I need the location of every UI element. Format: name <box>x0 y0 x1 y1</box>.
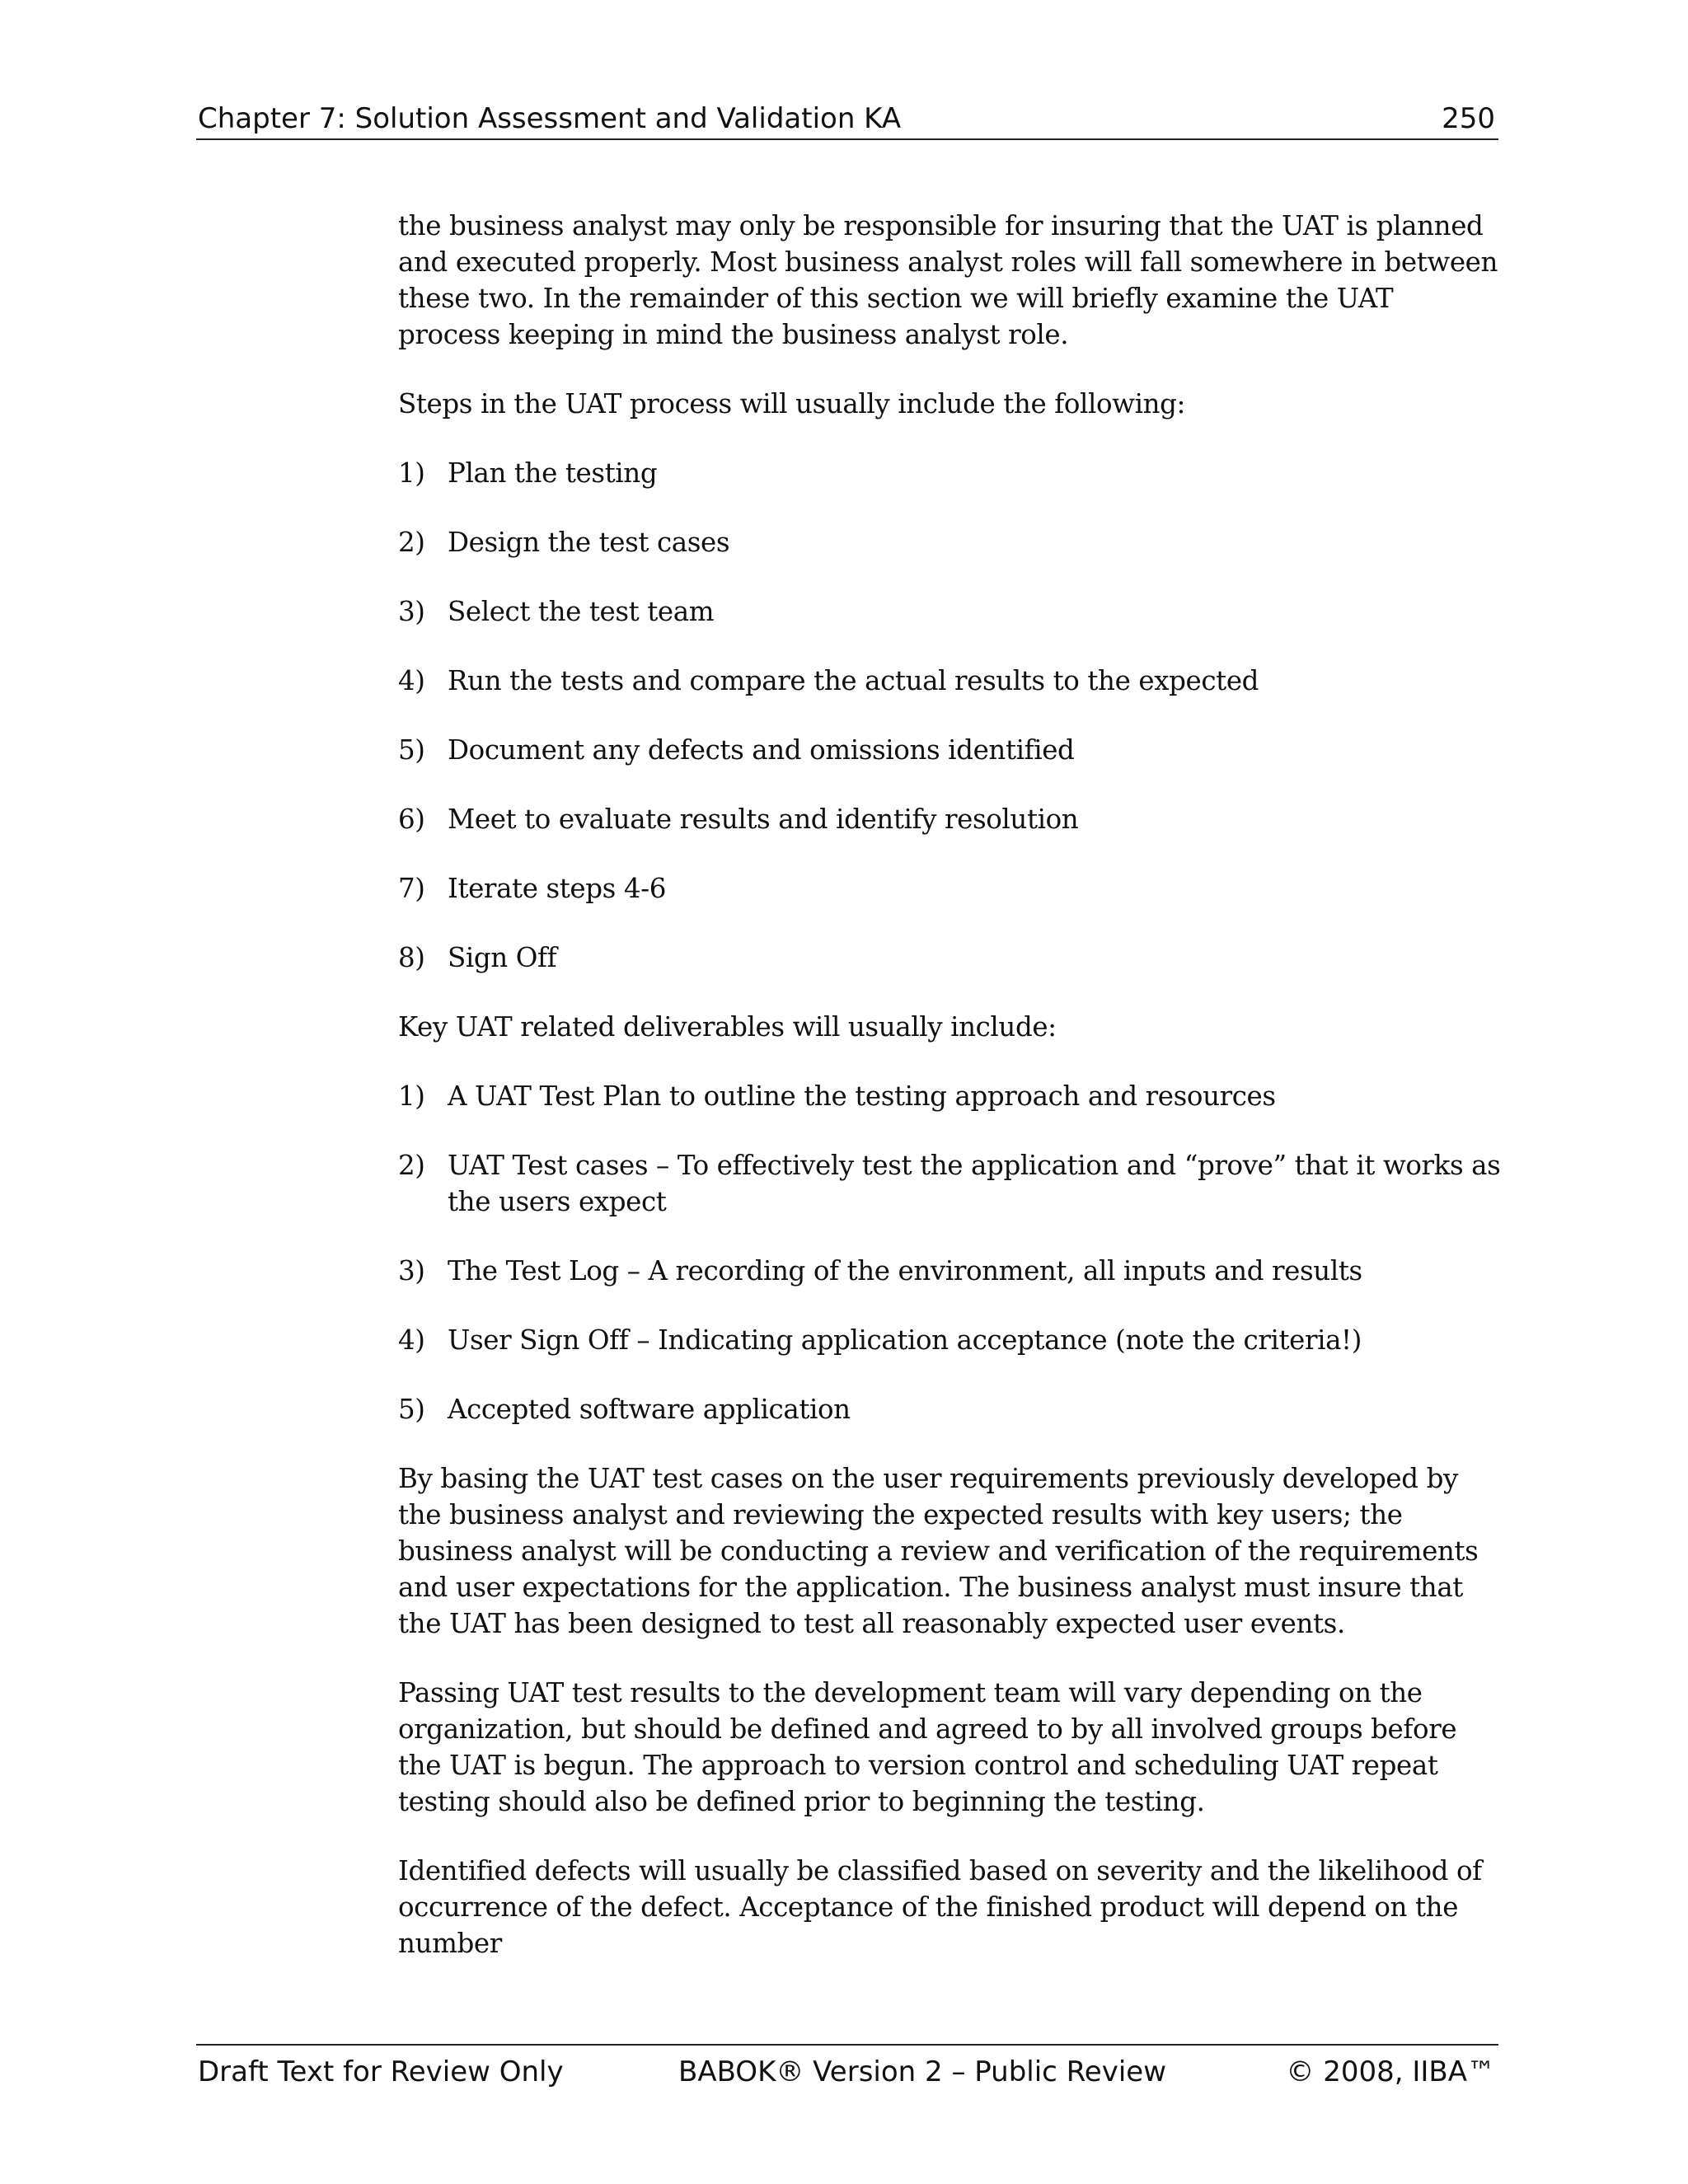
footer-copyright: © 2008, IIBA™ <box>1286 2055 1495 2088</box>
list-item <box>398 870 1503 907</box>
list-item <box>398 732 1503 768</box>
list-number: 3) <box>398 596 425 627</box>
list-number: 6) <box>398 804 425 835</box>
list-item <box>398 1253 1503 1289</box>
list-number: 2) <box>398 527 425 558</box>
list-item <box>398 455 1503 491</box>
list-number: 5) <box>398 734 425 766</box>
list-number: 3) <box>398 1255 425 1286</box>
list-item <box>398 940 1503 976</box>
uat-deliverables-list <box>398 1078 1503 1427</box>
page-number: 250 <box>1442 102 1495 135</box>
list-number: 8) <box>398 942 425 973</box>
list-item <box>398 1147 1503 1220</box>
list-text: Plan the testing <box>448 457 658 489</box>
list-text: Meet to evaluate results and identify resolution <box>448 804 1079 835</box>
list-number: 1) <box>398 457 425 489</box>
list-text: A UAT Test Plan to outline the testing approach and resources <box>448 1080 1276 1112</box>
list-text: Select the test team <box>448 596 715 627</box>
chapter-title: Chapter 7: Solution Assessment and Validation KA <box>198 102 902 135</box>
list-item <box>398 1391 1503 1427</box>
list-text: Sign Off <box>448 942 557 973</box>
intro-paragraph: the business analyst may only be responsible for insuring that the UAT is planned and executed properly. Most business analyst roles will fall somewhere in between these two. In the remainder of this section we will briefly examine the UAT process keeping in mind the business analyst role. <box>398 210 1498 350</box>
list-item <box>398 801 1503 837</box>
list-number: 1) <box>398 1080 425 1112</box>
list-text: Design the test cases <box>448 527 730 558</box>
list-text: User Sign Off – Indicating application acceptance (note the criteria!) <box>448 1324 1362 1356</box>
list-number: 2) <box>398 1150 425 1181</box>
list-number: 5) <box>398 1394 425 1425</box>
list-text: Iterate steps 4-6 <box>448 873 666 904</box>
list-number: 4) <box>398 1324 425 1356</box>
list-text: The Test Log – A recording of the environment, all inputs and results <box>448 1255 1362 1286</box>
footer-draft-notice: Draft Text for Review Only <box>198 2055 564 2088</box>
list-item <box>398 524 1503 560</box>
page-footer <box>196 2044 1498 2095</box>
list-item <box>398 1322 1503 1358</box>
list-text: Run the tests and compare the actual results to the expected <box>448 665 1259 696</box>
page-header <box>196 97 1498 140</box>
list-number: 7) <box>398 873 425 904</box>
passing-paragraph: Passing UAT test results to the development team will vary depending on the organization, but should be defined and agreed to by all involved groups before the UAT is begun. The approach to version control and scheduling UAT repeat testing should also be defined prior to beginning the testing. <box>398 1677 1457 1817</box>
list-text: Document any defects and omissions identified <box>448 734 1075 766</box>
basing-paragraph: By basing the UAT test cases on the user requirements previously developed by the business analyst and reviewing the expected results with key users; the business analyst will be conducting a review and verification of the requirements and user expectations for the application. The business analyst must insure that the UAT has been designed to test all reasonably expected user events. <box>398 1463 1479 1639</box>
defects-paragraph: Identified defects will usually be classified based on severity and the likelihood of occurrence of the defect. Acceptance of the finished product will depend on the number <box>398 1855 1482 1959</box>
list-text: Accepted software application <box>448 1394 851 1425</box>
list-number: 4) <box>398 665 425 696</box>
uat-steps-list <box>398 455 1503 976</box>
list-text: UAT Test cases – To effectively test the application and “prove” that it works as the users expect <box>448 1150 1501 1217</box>
list-item <box>398 1078 1503 1114</box>
footer-version: BABOK® Version 2 – Public Review <box>678 2055 1166 2088</box>
steps-intro: Steps in the UAT process will usually include the following: <box>398 388 1186 419</box>
list-item <box>398 593 1503 630</box>
list-item <box>398 663 1503 699</box>
deliverables-intro: Key UAT related deliverables will usually include: <box>398 1011 1057 1043</box>
page-body <box>398 208 1503 1994</box>
